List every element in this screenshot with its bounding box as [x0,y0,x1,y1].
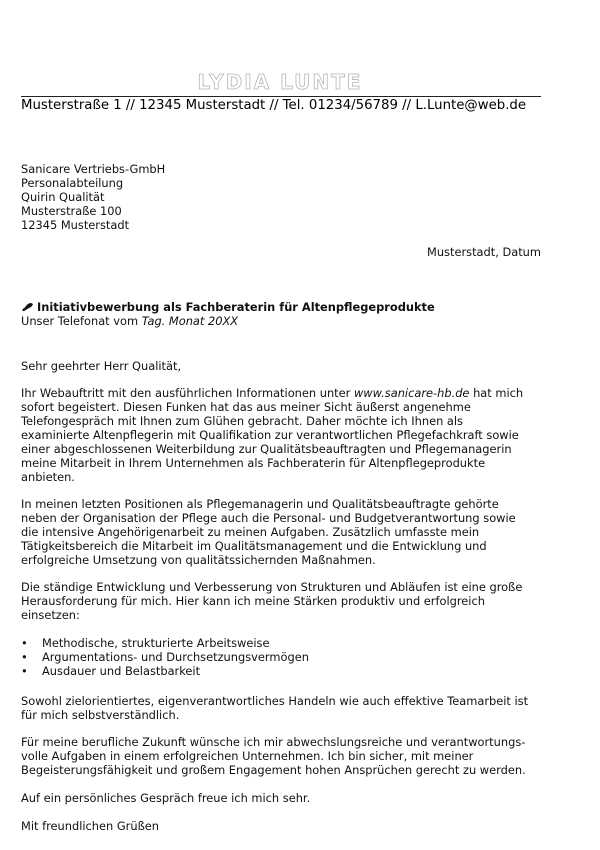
recipient-city: 12345 Musterstadt [21,218,130,232]
paragraph-line: erfolgreiche Umsetzung von qualitätssichernden Maßnahmen. [21,553,376,567]
list-item [21,650,309,664]
paragraph-4 [21,694,528,722]
reference-prefix: Unser Telefonat vom [21,314,142,328]
subject-reference [21,314,435,328]
closing-phrase: Mit freundlichen Grüßen [21,819,159,833]
bullet-icon: • [21,664,28,678]
recipient-address [21,162,165,232]
paragraph-line: für mich selbstverständlich. [21,708,180,722]
list-item [21,636,309,650]
paragraph-line: einsetzen: [21,608,80,622]
reference-date: Tag. Monat 20XX [141,314,239,328]
paragraph-line: die intensive Angehörigenarbeit zu meinen Aufgaben. Zusätzlich umfasste mein [21,525,480,539]
paragraph-6: Auf ein persönliches Gespräch freue ich mich sehr. [21,791,311,805]
sender-name: LYDIA LUNTE [197,70,363,94]
line-text: Ihr Webauftritt mit den ausführlichen Informationen unter [21,386,354,400]
recipient-street: Musterstraße 100 [21,204,122,218]
paragraph-3 [21,580,522,622]
paragraph-line: In meinen letzten Positionen als Pflegemanagerin und Qualitätsbeauftragte gehörte [21,497,499,511]
paragraph-line: meine Mitarbeit in Ihrem Unternehmen als Fachberaterin für Altenpflegeprodukte [21,456,486,470]
list-item-text: Ausdauer und Belastbarkeit [42,664,201,678]
line-text: hat mich [469,386,524,400]
subject-block [21,300,435,328]
paragraph-1 [21,386,523,484]
bullet-icon: • [21,650,28,664]
strengths-list [21,636,309,678]
paragraph-line: examinierte Altenpflegerin mit Qualifikation zur verantwortlichen Pflegefachkraft sowie [21,428,519,442]
subject-line [21,300,435,314]
paragraph-line: Begeisterungsfähigkeit und großem Engagement hohen Ansprüchen gerecht zu werden. [21,763,526,777]
recipient-company: Sanicare Vertriebs-GmbH [21,162,166,176]
list-item [21,664,309,678]
website-link[interactable]: www.sanicare-hb.de [353,386,470,400]
bullet-icon: • [21,636,28,650]
sender-contact-line: Musterstraße 1 // 12345 Musterstadt // Tel. 01234/56789 // L.Lunte@web.de [21,98,527,113]
list-item-text: Argumentations- und Durchsetzungsvermögen [42,650,309,664]
paragraph-line: volle Aufgaben in einem erfolgreichen Unternehmen. Ich bin sicher, mit meiner [21,749,474,763]
paragraph-line: neben der Organisation der Pflege auch die Personal- und Budgetverantwortung sowie [21,511,516,525]
recipient-department: Personalabteilung [21,176,124,190]
recipient-person: Quirin Qualität [21,190,105,204]
place-date: Musterstadt, Datum [427,245,541,259]
header-divider [21,96,541,97]
paragraph-1-line-1 [21,386,523,400]
paragraph-line: Die ständige Entwicklung und Verbesserung von Strukturen und Abläufen ist eine große [21,580,523,594]
salutation: Sehr geehrter Herr Qualität, [21,359,182,373]
list-item-text: Methodische, strukturierte Arbeitsweise [42,636,270,650]
pen-icon [21,301,34,311]
paragraph-line: Für meine berufliche Zukunft wünsche ich mir abwechslungsreiche und verantwortungs- [21,735,526,749]
paragraph-line: Tätigkeitsbereich die Mitarbeit im Qualitätsmanagement und die Entwicklung und [21,539,487,553]
paragraph-line: einer abgeschlossenen Weiterbildung zur Qualitätsbeauftragten und Pflegemanagerin [21,442,512,456]
paragraph-line: Telefongespräch mit Ihnen zum Glühen gebracht. Daher möchte ich Ihnen als [21,414,463,428]
paragraph-line: Herausforderung für mich. Hier kann ich meine Stärken produktiv und erfolgreich [21,594,485,608]
paragraph-line: sofort begeistert. Diesen Funken hat das aus meiner Sicht äußerst angenehme [21,400,471,414]
paragraph-5 [21,735,526,777]
paragraph-2 [21,497,516,567]
paragraph-line: anbieten. [21,470,75,484]
paragraph-line: Sowohl zielorientiertes, eigenverantwortliches Handeln wie auch effektive Teamarbeit ist [21,694,529,708]
subject-title: Initiativbewerbung als Fachberaterin für Altenpflegeprodukte [37,300,435,314]
